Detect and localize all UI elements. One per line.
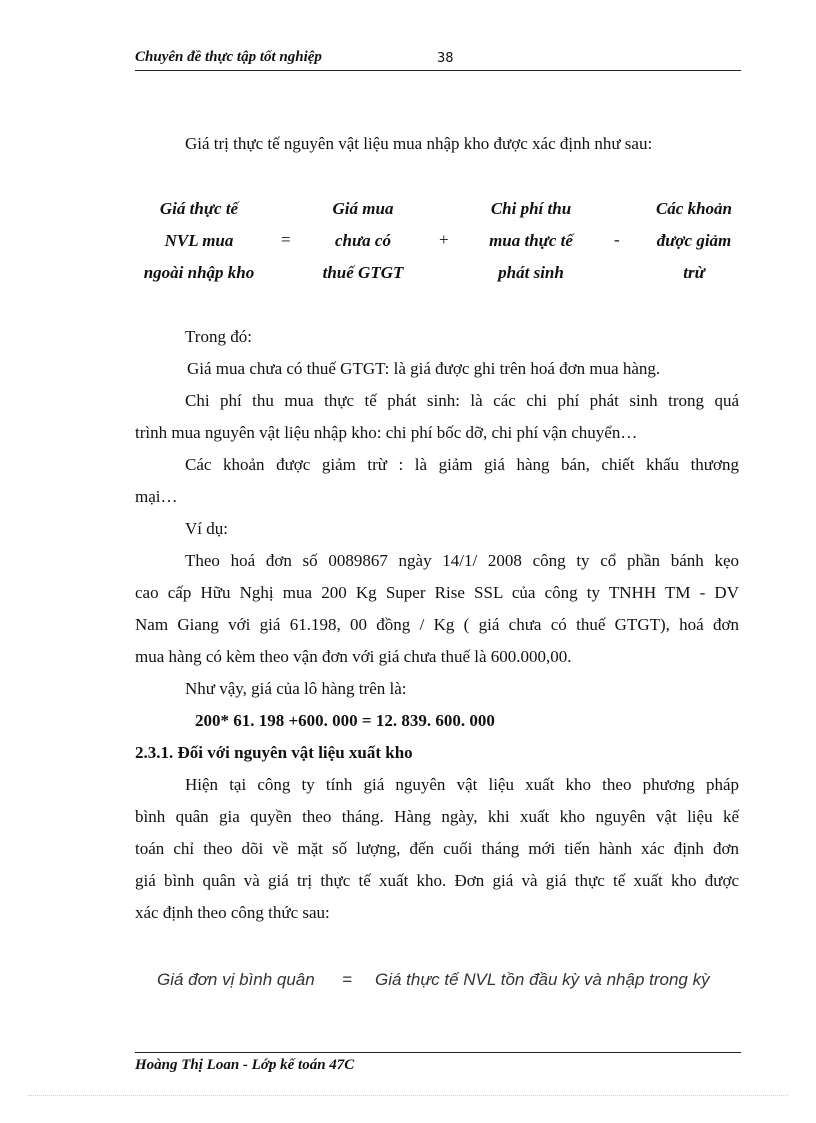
header-title: Chuyên đề thực tập tốt nghiệp <box>135 49 322 65</box>
paragraph-line1: Giá mua chưa có thuế GTGT: là giá được ghi trên hoá đơn mua hàng. <box>187 359 661 378</box>
formula-col4-line3: trừ <box>683 263 705 282</box>
intro-text: Giá trị thực tế nguyên vật liệu mua nhập kho được xác định như sau: <box>185 134 653 153</box>
formula2-rhs: Giá thực tế NVL tồn đầu kỳ và nhập trong kỳ <box>375 970 710 989</box>
formula-col4-line2: được giảm <box>656 231 732 250</box>
paragraph-line3: trình mua nguyên vật liệu nhập kho: chi phí bốc dỡ, chi phí vận chuyển… <box>135 423 638 442</box>
paragraph-line7: cao cấp Hữu Nghị mua 200 Kg Super Rise SSL của công ty TNHH TM - DV <box>135 583 739 602</box>
formula-col3-line2: mua thực tế <box>489 231 573 250</box>
paragraph-line5: mại… <box>135 487 178 506</box>
paragraph-line4: Các khoản được giảm trừ : là giảm giá hàng bán, chiết khấu thương <box>185 455 739 474</box>
formula-col1-line3: ngoài nhập kho <box>143 263 255 282</box>
formula-col2-line3: thuế GTGT <box>322 263 404 282</box>
footer-text: Hoàng Thị Loan - Lớp kế toán 47C <box>135 1057 355 1073</box>
paragraph-vidu: Ví dụ: <box>185 519 228 538</box>
calculation-line: 200* 61. 198 +600. 000 = 12. 839. 600. 000 <box>195 711 495 730</box>
formula-op-equals: = <box>281 230 291 249</box>
formula-col3-line1: Chi phí thu <box>490 199 572 218</box>
formula2-equals: = <box>342 970 352 989</box>
paragraph-line2: Chi phí thu mua thực tế phát sinh: là các chi phí phát sinh trong quá <box>185 391 739 410</box>
paragraph-line15: xác định theo công thức sau: <box>135 903 330 922</box>
paragraph-line10: Như vậy, giá của lô hàng trên là: <box>185 679 407 698</box>
paragraph-line11: Hiện tại công ty tính giá nguyên vật liệu xuất kho theo phương pháp <box>185 775 739 794</box>
formula-col4-line1: Các khoản <box>655 199 733 218</box>
page-edge-divider <box>28 1095 788 1096</box>
paragraph-line14: giá bình quân và giá trị thực tế xuất kho. Đơn giá và giá thực tế xuất kho được <box>135 871 739 890</box>
paragraph-line12: bình quân gia quyền theo tháng. Hàng ngày, khi xuất kho nguyên vật liệu kế <box>135 807 739 826</box>
formula2-lhs: Giá đơn vị bình quân <box>157 970 315 989</box>
formula-col2-line2: chưa có <box>335 231 391 250</box>
paragraph-line9: mua hàng có kèm theo vận đơn với giá chưa thuế là 600.000,00. <box>135 647 572 666</box>
paragraph-line6: Theo hoá đơn số 0089867 ngày 14/1/ 2008 công ty cổ phần bánh kẹo <box>185 551 739 570</box>
formula-col1-line2: NVL mua <box>164 231 234 250</box>
formula-op-minus: - <box>614 230 620 249</box>
page-number: 38 <box>437 51 454 66</box>
header-rule <box>135 70 741 71</box>
formula-col3-line3: phát sinh <box>498 263 564 282</box>
formula-col2-line1: Giá mua <box>332 199 394 218</box>
paragraph-line8: Nam Giang với giá 61.198, 00 đồng / Kg ( giá chưa có thuế GTGT), hoá đơn <box>135 615 739 634</box>
paragraph-trong-do: Trong đó: <box>185 327 252 346</box>
footer-rule <box>135 1052 741 1053</box>
section-heading: 2.3.1. Đối với nguyên vật liệu xuất kho <box>135 743 413 762</box>
paragraph-line13: toán chỉ theo dõi về mặt số lượng, đến cuối tháng mới tiến hành xác định đơn <box>135 839 739 858</box>
formula-op-plus: + <box>439 230 449 249</box>
formula-col1-line1: Giá thực tế <box>159 199 239 218</box>
